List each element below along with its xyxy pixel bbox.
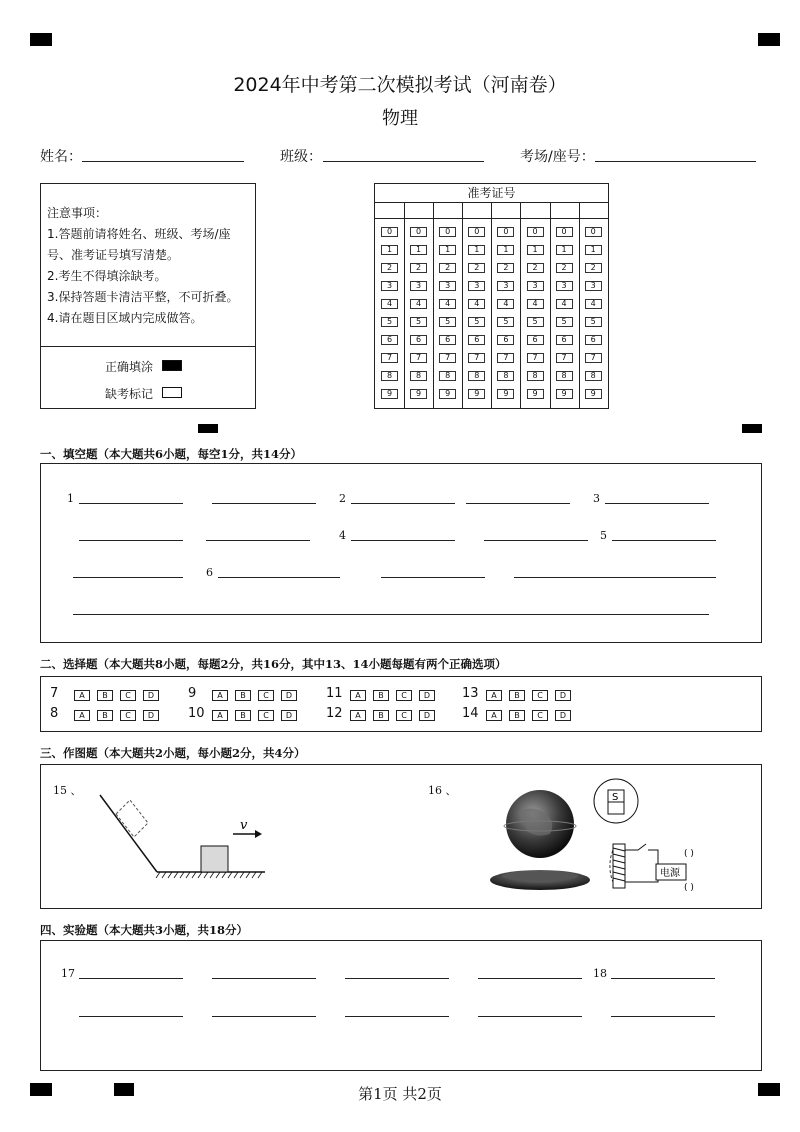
section-experiment-title: 四、实验题（本大题共3小题，共18分） [40, 923, 249, 937]
exam-title: 2024年中考第二次模拟考试（河南卷） [233, 74, 567, 96]
ticket-digit-bubble[interactable]: 3 [439, 281, 456, 291]
answer-line[interactable] [484, 540, 588, 541]
answer-line[interactable] [79, 503, 183, 504]
admission-ticket-label: 准考证号 [375, 184, 608, 203]
answer-line[interactable] [605, 503, 709, 504]
answer-line[interactable] [73, 577, 183, 578]
ticket-digit-bubble[interactable]: 3 [410, 281, 427, 291]
answer-line[interactable] [212, 978, 316, 979]
question-3-number: 3 [593, 492, 600, 505]
name-field[interactable] [82, 161, 244, 162]
section-fill-blank-frame [40, 463, 762, 643]
floating-globe-image [488, 776, 593, 896]
class-label: 班级： [280, 149, 322, 165]
ticket-digit-bubble[interactable]: 0 [439, 227, 456, 237]
choice-option-bubble[interactable]: B [509, 690, 525, 701]
ticket-column [521, 202, 551, 408]
incline-line [100, 795, 157, 872]
choice-option-bubble[interactable]: C [532, 710, 548, 721]
ticket-digit-bubble[interactable]: 6 [468, 335, 485, 345]
answer-line[interactable] [466, 503, 570, 504]
ticket-digit-bubble[interactable]: 2 [556, 263, 573, 273]
electromagnet-diagram [588, 778, 708, 898]
answer-line[interactable] [345, 978, 449, 979]
choice-option-bubble[interactable]: A [486, 690, 502, 701]
question-15-number: 15 、 [53, 784, 82, 797]
question-16-number: 16 、 [428, 784, 457, 797]
ticket-digit-bubble[interactable]: 7 [585, 353, 602, 363]
question-1-number: 1 [67, 492, 74, 505]
ticket-column [579, 202, 608, 408]
answer-line[interactable] [611, 978, 715, 979]
answer-line[interactable] [218, 577, 340, 578]
ticket-digit-bubble[interactable]: 8 [381, 371, 398, 381]
section-drawing-title: 三、作图题（本大题共2小题，每小题2分，共4分） [40, 746, 306, 760]
ticket-digit-bubble[interactable]: 0 [381, 227, 398, 237]
ticket-digit-bubble[interactable]: 7 [468, 353, 485, 363]
answer-line[interactable] [212, 1016, 316, 1017]
ticket-column [433, 202, 463, 408]
ticket-write-cell[interactable] [550, 202, 579, 219]
choice-option-bubble[interactable]: A [74, 690, 90, 701]
choice-option-bubble[interactable]: C [532, 690, 548, 701]
ticket-column [462, 202, 492, 408]
section-fill-blank-title: 一、填空题（本大题共6小题，每空1分，共14分） [40, 447, 303, 461]
choice-option-bubble[interactable]: D [419, 690, 435, 701]
ticket-column [550, 202, 580, 408]
choice-option-bubble[interactable]: B [235, 690, 251, 701]
answer-line[interactable] [478, 1016, 582, 1017]
question-5-number: 5 [600, 529, 607, 542]
ground-hatch [156, 872, 262, 878]
choice-option-bubble[interactable]: C [258, 710, 274, 721]
ticket-digit-bubble[interactable]: 6 [527, 335, 544, 345]
choice-question-number: 13 [462, 686, 479, 701]
ticket-digit-bubble[interactable]: 2 [439, 263, 456, 273]
absent-mark-box[interactable] [162, 387, 182, 398]
magnetic-base-top [502, 871, 578, 881]
ticket-digit-bubble[interactable]: 0 [556, 227, 573, 237]
incline-block-diagram [90, 790, 280, 885]
ticket-digit-bubble[interactable]: 3 [585, 281, 602, 291]
subject-title: 物理 [382, 108, 418, 129]
notice-box [40, 183, 256, 409]
ticket-digit-bubble[interactable]: 1 [497, 245, 514, 255]
ticket-digit-bubble[interactable]: 0 [527, 227, 544, 237]
choice-question-number: 10 [188, 706, 205, 721]
choice-option-bubble[interactable]: D [281, 710, 297, 721]
choice-option-bubble[interactable]: B [373, 690, 389, 701]
choice-question-number: 14 [462, 706, 479, 721]
ticket-digit-bubble[interactable]: 1 [410, 245, 427, 255]
ticket-digit-bubble[interactable]: 9 [410, 389, 427, 399]
ticket-digit-bubble[interactable]: 0 [410, 227, 427, 237]
ticket-digit-bubble[interactable]: 5 [527, 317, 544, 327]
choice-question-number: 7 [50, 686, 59, 701]
ticket-digit-bubble[interactable]: 7 [497, 353, 514, 363]
choice-option-bubble[interactable]: C [120, 690, 136, 701]
choice-option-bubble[interactable]: D [555, 710, 571, 721]
choice-option-bubble[interactable]: D [555, 690, 571, 701]
answer-line[interactable] [478, 978, 582, 979]
ticket-digit-bubble[interactable]: 2 [497, 263, 514, 273]
ticket-write-cell[interactable] [579, 202, 608, 219]
ticket-digit-bubble[interactable]: 8 [556, 371, 573, 381]
choice-option-bubble[interactable]: A [486, 710, 502, 721]
absent-mark-label: 缺考标记 [105, 387, 154, 401]
notice-item: 3.保持答题卡清洁平整，不可折叠。 [47, 290, 239, 304]
choice-option-bubble[interactable]: A [350, 710, 366, 721]
ticket-digit-bubble[interactable]: 1 [585, 245, 602, 255]
ticket-digit-bubble[interactable]: 1 [468, 245, 485, 255]
ticket-digit-bubble[interactable]: 2 [527, 263, 544, 273]
ticket-digit-bubble[interactable]: 6 [439, 335, 456, 345]
ticket-digit-bubble[interactable]: 6 [556, 335, 573, 345]
answer-line[interactable] [351, 503, 455, 504]
ticket-digit-bubble[interactable]: 3 [556, 281, 573, 291]
class-field[interactable] [323, 161, 484, 162]
wire-bottom [625, 880, 658, 882]
choice-question-number: 8 [50, 706, 59, 721]
ticket-digit-bubble[interactable]: 2 [585, 263, 602, 273]
ticket-digit-bubble[interactable]: 8 [527, 371, 544, 381]
ticket-digit-bubble[interactable]: 4 [468, 299, 485, 309]
ticket-digit-bubble[interactable]: 5 [410, 317, 427, 327]
ticket-digit-bubble[interactable]: 9 [468, 389, 485, 399]
correct-fill-sample [162, 360, 182, 371]
choice-question-number: 11 [326, 686, 343, 701]
choice-question-number: 12 [326, 706, 343, 721]
notice-heading: 注意事项： [47, 206, 108, 220]
answer-line[interactable] [514, 577, 716, 578]
ticket-column [375, 202, 405, 408]
ticket-digit-bubble[interactable]: 1 [527, 245, 544, 255]
ticket-digit-bubble[interactable]: 7 [527, 353, 544, 363]
compass-pole-label: S [612, 792, 619, 803]
notice-item: 2.考生不得填涂缺考。 [47, 269, 167, 283]
wire-top [648, 850, 658, 864]
ticket-digit-bubble[interactable]: 8 [585, 371, 602, 381]
notice-item: 1.答题前请将姓名、班级、考场/座 [47, 227, 231, 241]
choice-option-bubble[interactable]: C [120, 710, 136, 721]
room-seat-label: 考场/座号： [520, 149, 595, 165]
ticket-digit-bubble[interactable]: 4 [585, 299, 602, 309]
velocity-arrowhead [255, 830, 262, 838]
dashed-block-outline [116, 800, 148, 837]
ticket-digit-bubble[interactable]: 3 [497, 281, 514, 291]
ticket-write-cell[interactable] [491, 202, 520, 219]
registration-mark-top-left [30, 33, 52, 46]
ticket-digit-bubble[interactable]: 4 [381, 299, 398, 309]
answer-line[interactable] [351, 540, 455, 541]
ticket-digit-bubble[interactable]: 6 [497, 335, 514, 345]
ticket-digit-bubble[interactable]: 8 [497, 371, 514, 381]
ticket-digit-bubble[interactable]: 9 [585, 389, 602, 399]
ticket-digit-bubble[interactable]: 0 [497, 227, 514, 237]
ticket-digit-bubble[interactable]: 7 [410, 353, 427, 363]
ticket-digit-bubble[interactable]: 6 [410, 335, 427, 345]
ticket-digit-bubble[interactable]: 5 [381, 317, 398, 327]
choice-option-bubble[interactable]: B [509, 710, 525, 721]
ticket-digit-bubble[interactable]: 4 [527, 299, 544, 309]
ticket-column [491, 202, 521, 408]
notice-item: 4.请在题目区域内完成做答。 [47, 311, 203, 325]
choice-option-bubble[interactable]: D [281, 690, 297, 701]
question-4-number: 4 [339, 529, 346, 542]
choice-question-number: 9 [188, 686, 197, 701]
room-seat-field[interactable] [595, 161, 756, 162]
registration-mark-top-right [758, 33, 780, 46]
answer-line[interactable] [206, 540, 310, 541]
ticket-digit-bubble[interactable]: 5 [468, 317, 485, 327]
ticket-digit-bubble[interactable]: 7 [439, 353, 456, 363]
ticket-digit-bubble[interactable]: 9 [497, 389, 514, 399]
answer-line[interactable] [381, 577, 485, 578]
question-17-number: 17 [61, 967, 75, 980]
ticket-digit-bubble[interactable]: 1 [381, 245, 398, 255]
ticket-digit-bubble[interactable]: 9 [556, 389, 573, 399]
ticket-digit-bubble[interactable]: 4 [410, 299, 427, 309]
ticket-digit-bubble[interactable]: 1 [556, 245, 573, 255]
choice-option-bubble[interactable]: A [350, 690, 366, 701]
choice-option-bubble[interactable]: B [373, 710, 389, 721]
power-source-label: 电源 [660, 868, 680, 879]
ticket-digit-bubble[interactable]: 2 [468, 263, 485, 273]
answer-line[interactable] [79, 540, 183, 541]
ticket-digit-bubble[interactable]: 4 [556, 299, 573, 309]
choice-option-bubble[interactable]: C [396, 710, 412, 721]
answer-line[interactable] [611, 1016, 715, 1017]
choice-option-bubble[interactable]: A [74, 710, 90, 721]
ticket-digit-bubble[interactable]: 3 [381, 281, 398, 291]
block-on-ground [201, 846, 228, 872]
section-choice-title: 二、选择题（本大题共8小题，每题2分，共16分，其中13、14小题每题有两个正确选项） [40, 657, 507, 671]
ticket-digit-bubble[interactable]: 6 [585, 335, 602, 345]
ticket-write-cell[interactable] [462, 202, 491, 219]
ticket-digit-bubble[interactable]: 5 [585, 317, 602, 327]
answer-line[interactable] [345, 1016, 449, 1017]
ticket-column [404, 202, 434, 408]
question-18-number: 18 [593, 967, 607, 980]
registration-mark-mid-right [742, 424, 762, 433]
notice-divider [41, 346, 255, 347]
ticket-digit-bubble[interactable]: 5 [497, 317, 514, 327]
answer-line[interactable] [79, 978, 183, 979]
ticket-digit-bubble[interactable]: 4 [497, 299, 514, 309]
notice-item: 号、准考证号填写清楚。 [47, 248, 180, 262]
ticket-digit-bubble[interactable]: 9 [527, 389, 544, 399]
ticket-digit-bubble[interactable]: 3 [468, 281, 485, 291]
ticket-digit-bubble[interactable]: 5 [556, 317, 573, 327]
ticket-write-cell[interactable] [433, 202, 462, 219]
ticket-digit-bubble[interactable]: 3 [527, 281, 544, 291]
question-6-number: 6 [206, 566, 213, 579]
choice-option-bubble[interactable]: B [97, 710, 113, 721]
admission-ticket-grid [374, 183, 609, 409]
choice-option-bubble[interactable]: A [212, 710, 228, 721]
choice-option-bubble[interactable]: B [97, 690, 113, 701]
answer-line[interactable] [212, 503, 316, 504]
question-2-number: 2 [339, 492, 346, 505]
choice-option-bubble[interactable]: D [419, 710, 435, 721]
choice-option-bubble[interactable]: D [143, 710, 159, 721]
answer-line[interactable] [73, 614, 709, 615]
ticket-digit-bubble[interactable]: 2 [410, 263, 427, 273]
ticket-digit-bubble[interactable]: 1 [439, 245, 456, 255]
correct-fill-label: 正确填涂 [105, 360, 154, 374]
ticket-digit-bubble[interactable]: 7 [556, 353, 573, 363]
ticket-write-cell[interactable] [521, 202, 550, 219]
page-indicator: 第1页 共2页 [358, 1085, 442, 1103]
section-experiment-frame [40, 940, 762, 1071]
answer-line[interactable] [612, 540, 716, 541]
name-label: 姓名： [40, 149, 82, 165]
polarity-blank-bottom[interactable]: ( ) [684, 883, 694, 893]
ticket-digit-bubble[interactable]: 8 [410, 371, 427, 381]
ticket-digit-bubble[interactable]: 5 [439, 317, 456, 327]
choice-option-bubble[interactable]: D [143, 690, 159, 701]
ticket-digit-bubble[interactable]: 0 [468, 227, 485, 237]
ticket-digit-bubble[interactable]: 9 [381, 389, 398, 399]
section-choice-frame [40, 676, 762, 732]
switch [625, 844, 646, 850]
ticket-digit-bubble[interactable]: 2 [381, 263, 398, 273]
choice-option-bubble[interactable]: A [212, 690, 228, 701]
ticket-digit-bubble[interactable]: 9 [439, 389, 456, 399]
ticket-digit-bubble[interactable]: 4 [439, 299, 456, 309]
polarity-blank-top[interactable]: ( ) [684, 849, 694, 859]
choice-option-bubble[interactable]: C [396, 690, 412, 701]
choice-option-bubble[interactable]: B [235, 710, 251, 721]
ticket-write-cell[interactable] [404, 202, 433, 219]
ticket-digit-bubble[interactable]: 0 [585, 227, 602, 237]
answer-line[interactable] [79, 1016, 183, 1017]
ticket-digit-bubble[interactable]: 6 [381, 335, 398, 345]
choice-option-bubble[interactable]: C [258, 690, 274, 701]
ticket-digit-bubble[interactable]: 8 [468, 371, 485, 381]
registration-mark-mid-left [198, 424, 218, 433]
ticket-digit-bubble[interactable]: 8 [439, 371, 456, 381]
ticket-digit-bubble[interactable]: 7 [381, 353, 398, 363]
velocity-label: v [240, 818, 248, 833]
ticket-write-cell[interactable] [375, 202, 404, 219]
